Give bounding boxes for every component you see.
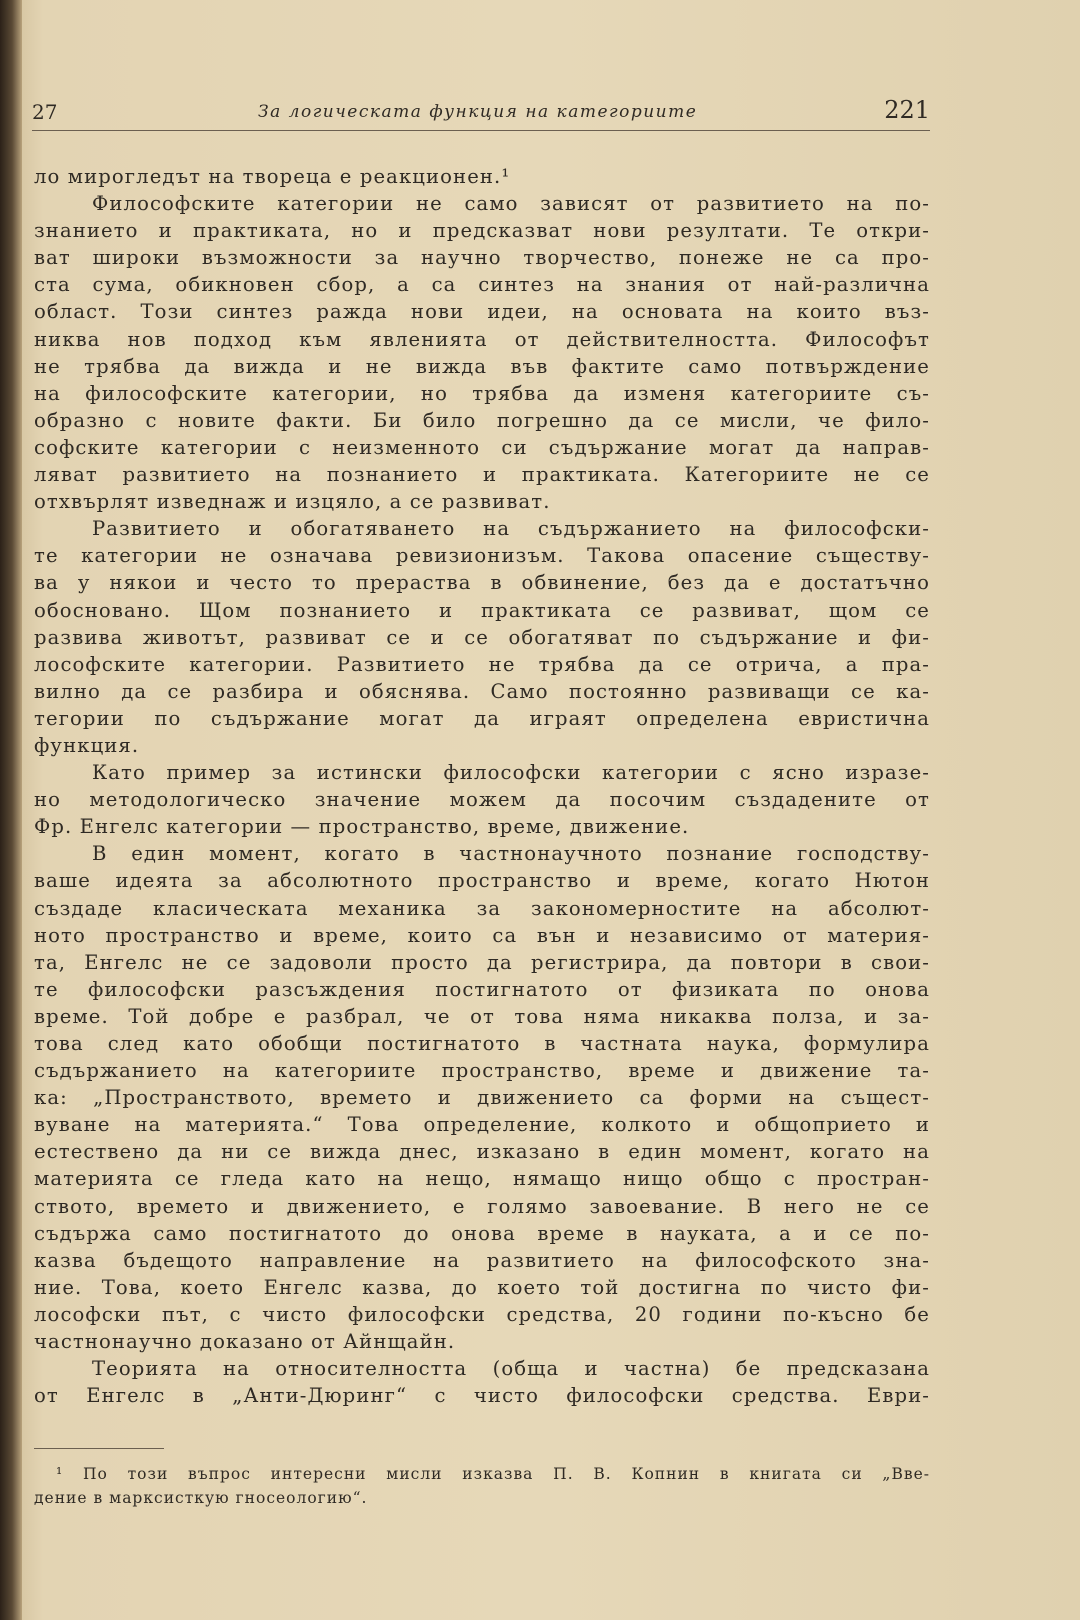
page-number: 221 bbox=[884, 96, 930, 124]
text-line: съдържанието на категориите пространство, време и движение та- bbox=[34, 1059, 930, 1083]
text-line: отхвърлят изведнаж и изцяло, а се развиват. bbox=[34, 490, 551, 514]
text-line: ват широки възможности за научно творчество, понеже не са про- bbox=[34, 246, 930, 270]
text-line: Фр. Енгелс категории — пространство, време, движение. bbox=[34, 815, 690, 839]
text-line: обосновано. Щом познанието и практиката се развиват, щом се bbox=[34, 598, 930, 622]
text-line: те философски разсъждения постигнатото от физиката по онова bbox=[34, 977, 930, 1001]
book-spine-shadow bbox=[0, 0, 22, 1620]
text-line: лософските категории. Развитието не трябва да се отрича, а пра- bbox=[34, 652, 930, 676]
text-line: ството, времето и движението, е голямо завоевание. В него не се bbox=[34, 1194, 930, 1218]
text-line: функция. bbox=[34, 733, 140, 757]
text-line: съдържа само постигнатото до онова време в науката, а и се по- bbox=[34, 1221, 930, 1245]
signature-number: 27 bbox=[32, 100, 58, 124]
text-line: на философските категории, но трябва да изменя категориите съ- bbox=[34, 381, 930, 405]
text-line: ло мирогледът на твореца е реакционен.¹ bbox=[34, 165, 511, 188]
text-line: създаде класическата механика за закономерностите на абсолют- bbox=[34, 896, 930, 920]
text-line: не трябва да вижда и не вижда във фактите само потвърждение bbox=[34, 354, 930, 378]
text-line: тегории по съдържание могат да играят определена евристична bbox=[34, 706, 930, 730]
text-line: ваше идеята за абсолютното пространство и време, когато Нютон bbox=[34, 869, 930, 893]
text-line: никва нов подход към явленията от действителността. Философът bbox=[34, 327, 930, 351]
running-header bbox=[32, 94, 930, 131]
text-line: частнонаучно доказано от Айнщайн. bbox=[34, 1330, 456, 1354]
text-line: ста сума, обикновен сбор, а са синтез на знания от най-различна bbox=[34, 273, 930, 297]
text-line: те категории не означава ревизионизъм. Такова опасение съществу- bbox=[34, 544, 930, 568]
text-line: ляват развитието на познанието и практиката. Категориите не се bbox=[34, 463, 930, 487]
text-line: та, Енгелс не се задоволи просто да регистрира, да повтори в свои- bbox=[34, 950, 930, 974]
text-line: ние. Това, което Енгелс казва, до което той достигна по чисто фи- bbox=[34, 1275, 930, 1299]
text-line: ва у някои и често то прераства в обвинение, без да е достатъчно bbox=[34, 571, 930, 595]
body-text bbox=[34, 163, 930, 1409]
footnote-line: дение в марксисткую гносеологию“. bbox=[34, 1489, 368, 1507]
text-line: Философските категории не само зависят от развитието на по- bbox=[92, 192, 930, 216]
text-line: знанието и практиката, но и предсказват нови резултати. Те откри- bbox=[34, 219, 930, 243]
text-line: софските категории с неизменното си съдържание могат да направ- bbox=[34, 435, 930, 459]
text-line: ното пространство и време, които са вън и независимо от материя- bbox=[34, 923, 930, 947]
text-line: но методологическо значение можем да посочим създадените от bbox=[34, 788, 930, 812]
text-line: вуване на материята.“ Това определение, колкото и общоприето и bbox=[34, 1113, 930, 1137]
text-line: естествено да ни се вижда днес, изказано в един момент, когато на bbox=[34, 1140, 930, 1164]
running-title: За логическата функция на категориите bbox=[258, 102, 698, 122]
text-line: материята се гледа като на нещо, нямащо нищо общо с простран- bbox=[34, 1167, 930, 1191]
text-line: развива животът, развиват се и се обогатяват по съдържание и фи- bbox=[34, 625, 930, 649]
text-line: Теорията на относителността (обща и частна) бе предсказана bbox=[92, 1357, 930, 1381]
text-line: ка: „Пространството, времето и движението са форми на същест- bbox=[34, 1086, 930, 1110]
footnote-divider bbox=[34, 1448, 164, 1449]
footnote bbox=[34, 1462, 930, 1510]
text-line: казва бъдещото направление на развитието на философското зна- bbox=[34, 1248, 930, 1272]
text-line: област. Този синтез ражда нови идеи, на основата на които въз- bbox=[34, 300, 930, 324]
text-line: лософски път, с чисто философски средства, 20 години по-късно бе bbox=[34, 1302, 930, 1326]
text-line: вилно да се разбира и обяснява. Само постоянно развиващи се ка- bbox=[34, 679, 930, 703]
text-line: В един момент, когато в частнонаучното познание господству- bbox=[92, 842, 930, 866]
footnote-line: ¹ По този въпрос интересни мисли изказва П. В. Копнин в книгата си „Вве- bbox=[56, 1465, 930, 1483]
text-line: време. Той добре е разбрал, че от това няма никаква полза, и за- bbox=[34, 1004, 930, 1028]
text-line: Като пример за истински философски категории с ясно изразе- bbox=[92, 761, 930, 785]
text-line: Развитието и обогатяването на съдържанието на философски- bbox=[92, 517, 930, 541]
text-line: това след като обобщи постигнатото в частната наука, формулира bbox=[34, 1032, 930, 1055]
text-line: от Енгелс в „Анти-Дюринг“ с чисто философски средства. Еври- bbox=[34, 1384, 930, 1408]
text-line: образно с новите факти. Би било погрешно да се мисли, че фило- bbox=[34, 408, 930, 432]
